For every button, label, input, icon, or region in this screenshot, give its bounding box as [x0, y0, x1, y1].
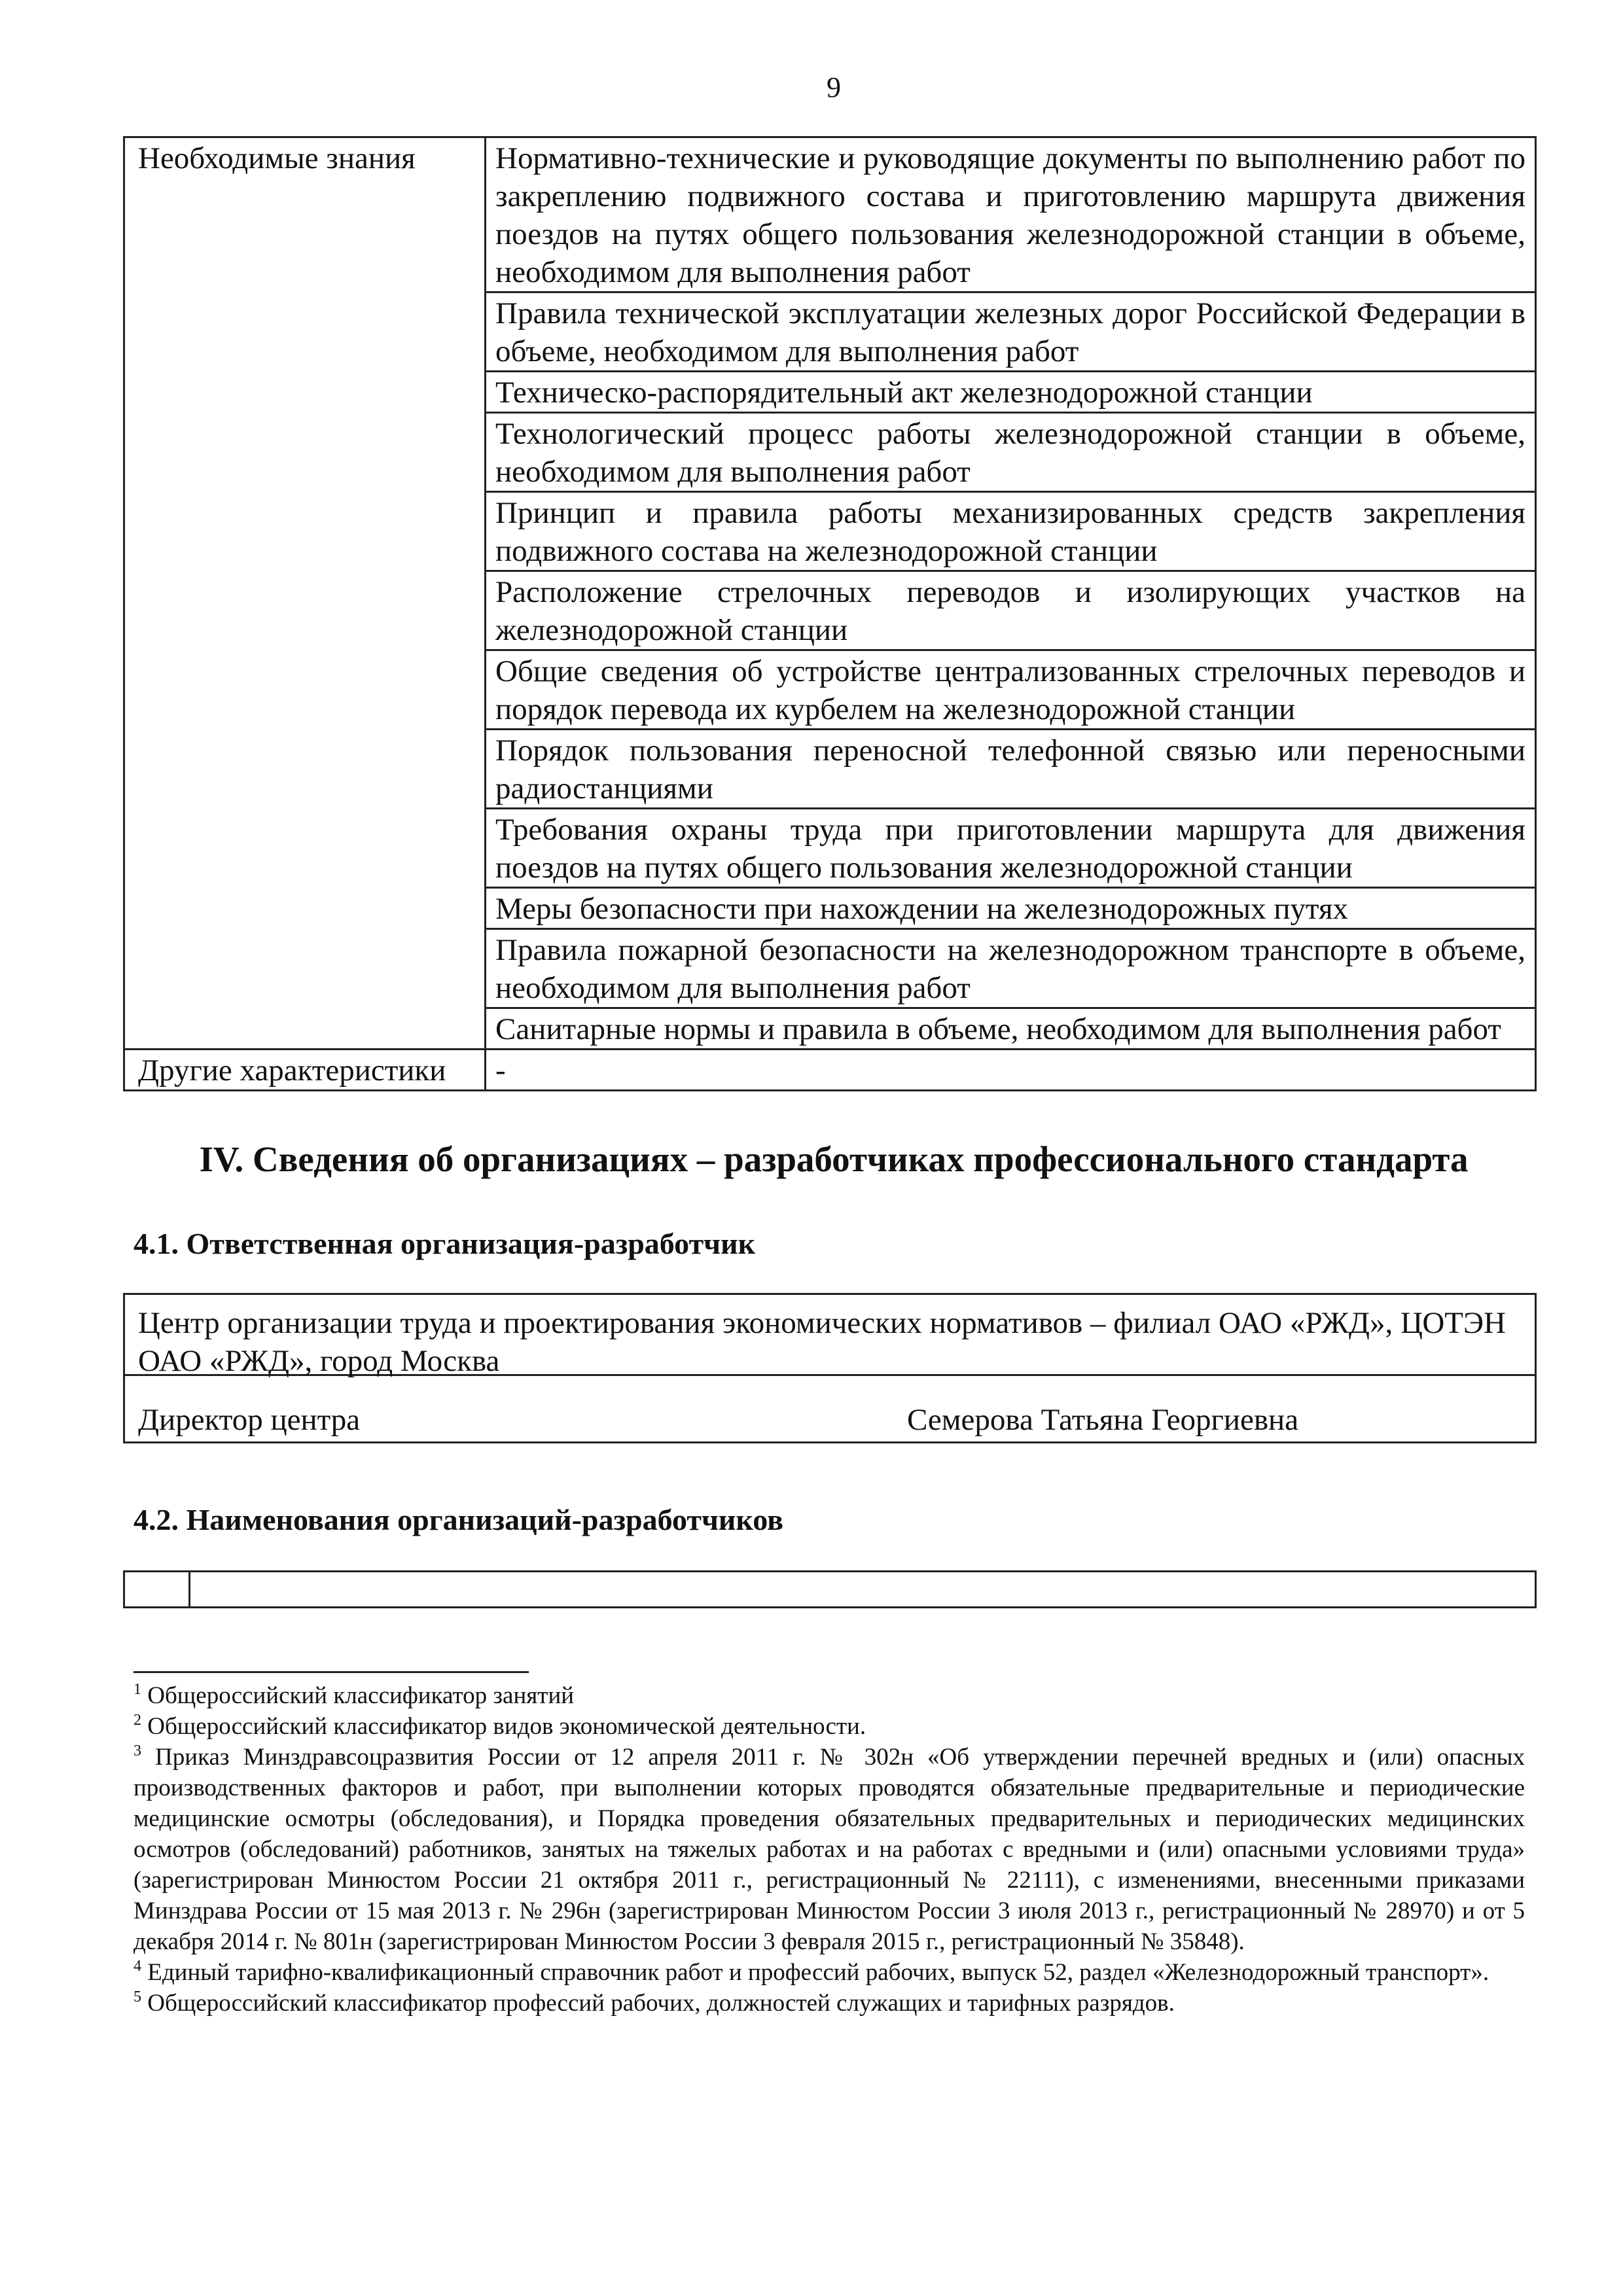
table-divider	[188, 1572, 190, 1606]
knowledge-item: Санитарные нормы и правила в объеме, необходимом для выполнения работ	[486, 1008, 1536, 1050]
footnote-text: Общероссийский классификатор видов экономической деятельности.	[147, 1713, 866, 1740]
table-row	[124, 1050, 1536, 1091]
knowledge-item: Меры безопасности при нахождении на железнодорожных путях	[486, 888, 1536, 929]
footnote-text: Единый тарифно-квалификационный справочник работ и профессий рабочих, выпуск 52, раздел «Железнодорожный транспорт».	[147, 1959, 1489, 1986]
subsection-4-2-title: 4.2. Наименования организаций-разработчиков	[134, 1503, 783, 1536]
knowledge-item: Общие сведения об устройстве централизованных стрелочных переводов и порядок перевода их курбелем на железнодорожной станции	[486, 650, 1536, 730]
table-row	[124, 137, 1536, 292]
footnote-number: 3	[134, 1742, 141, 1759]
other-characteristics-label: Другие характеристики	[124, 1050, 486, 1091]
knowledge-item: Расположение стрелочных переводов и изолирующих участков на железнодорожной станции	[486, 571, 1536, 650]
director-row	[125, 1376, 1535, 1441]
organization-name: Центр организации труда и проектирования экономических нормативов – филиал ОАО «РЖД», ЦОТЭН ОАО «РЖД», город Москва	[125, 1295, 1535, 1376]
footnote	[134, 1711, 1525, 1742]
other-characteristics-value: -	[486, 1050, 1536, 1091]
knowledge-item: Правила технической эксплуатации железных дорог Российской Федерации в объеме, необходимом для выполнения работ	[486, 292, 1536, 372]
knowledge-item: Правила пожарной безопасности на железнодорожном транспорте в объеме, необходимом для выполнения работ	[486, 929, 1536, 1008]
section-title: IV. Сведения об организациях – разработчиках профессионального стандарта	[199, 1139, 1469, 1179]
footnote-number: 2	[134, 1712, 141, 1729]
footnote-text: Общероссийский классификатор занятий	[147, 1682, 575, 1709]
footnote	[134, 1680, 1525, 1711]
developer-organizations-table	[123, 1570, 1537, 1608]
footnote-separator	[134, 1671, 529, 1673]
knowledge-item: Технологический процесс работы железнодорожной станции в объеме, необходимом для выполнения работ	[486, 413, 1536, 492]
director-label: Директор центра	[138, 1403, 361, 1437]
footnote-number: 4	[134, 1958, 141, 1975]
footnote	[134, 1957, 1525, 1988]
responsible-organization-table	[123, 1293, 1537, 1443]
knowledge-item: Принцип и правила работы механизированных средств закрепления подвижного состава на железнодорожной станции	[486, 492, 1536, 571]
knowledge-item: Требования охраны труда при приготовлении маршрута для движения поездов на путях общего пользования железнодорожной станции	[486, 809, 1536, 888]
footnote-text: Приказ Минздравсоцразвития России от 12 апреля 2011 г. № 302н «Об утверждении перечней вредных и (или) опасных производственных факторов и работ, при выполнении которых проводятся обязательные предварительные и периодические медицинские осмотры (обследования), и Порядка проведения обязательных предварительных и периодических медицинских осмотров (обследований) работников, занятых на тяжелых работах и на работах с вредными и (или) опасными условиями труда» (зарегистрирован Минюстом России 21 октября 2011 г., регистрационный № 22111), с изменениями, внесенными приказами Минздрава России от 15 мая 2013 г. № 296н (зарегистрирован Минюстом России 3 июля 2013 г., регистрационный № 28970) и от 5 декабря 2014 г. № 801н (зарегистрирован Минюстом России 3 февраля 2015 г., регистрационный № 35848).	[134, 1744, 1525, 1955]
knowledge-item: Нормативно-технические и руководящие документы по выполнению работ по закреплению подвижного состава и приготовлению маршрута движения поездов на путях общего пользования железнодорожной станции в объеме, необходимом для выполнения работ	[486, 137, 1536, 292]
footnote-text: Общероссийский классификатор профессий рабочих, должностей служащих и тарифных разрядов.	[147, 1990, 1175, 2017]
footnotes	[134, 1680, 1525, 2019]
knowledge-item: Техническо-распорядительный акт железнодорожной станции	[486, 372, 1536, 413]
knowledge-table	[123, 136, 1537, 1091]
page-number: 9	[827, 71, 841, 103]
director-name: Семерова Татьяна Георгиевна	[907, 1403, 1299, 1437]
footnote-number: 5	[134, 1988, 141, 2005]
knowledge-item: Порядок пользования переносной телефонной связью или переносными радиостанциями	[486, 730, 1536, 809]
footnote	[134, 1742, 1525, 1957]
footnote	[134, 1988, 1525, 2019]
required-knowledge-label: Необходимые знания	[124, 137, 486, 1050]
subsection-4-1-title: 4.1. Ответственная организация-разработчик	[134, 1227, 756, 1260]
footnote-number: 1	[134, 1681, 141, 1698]
